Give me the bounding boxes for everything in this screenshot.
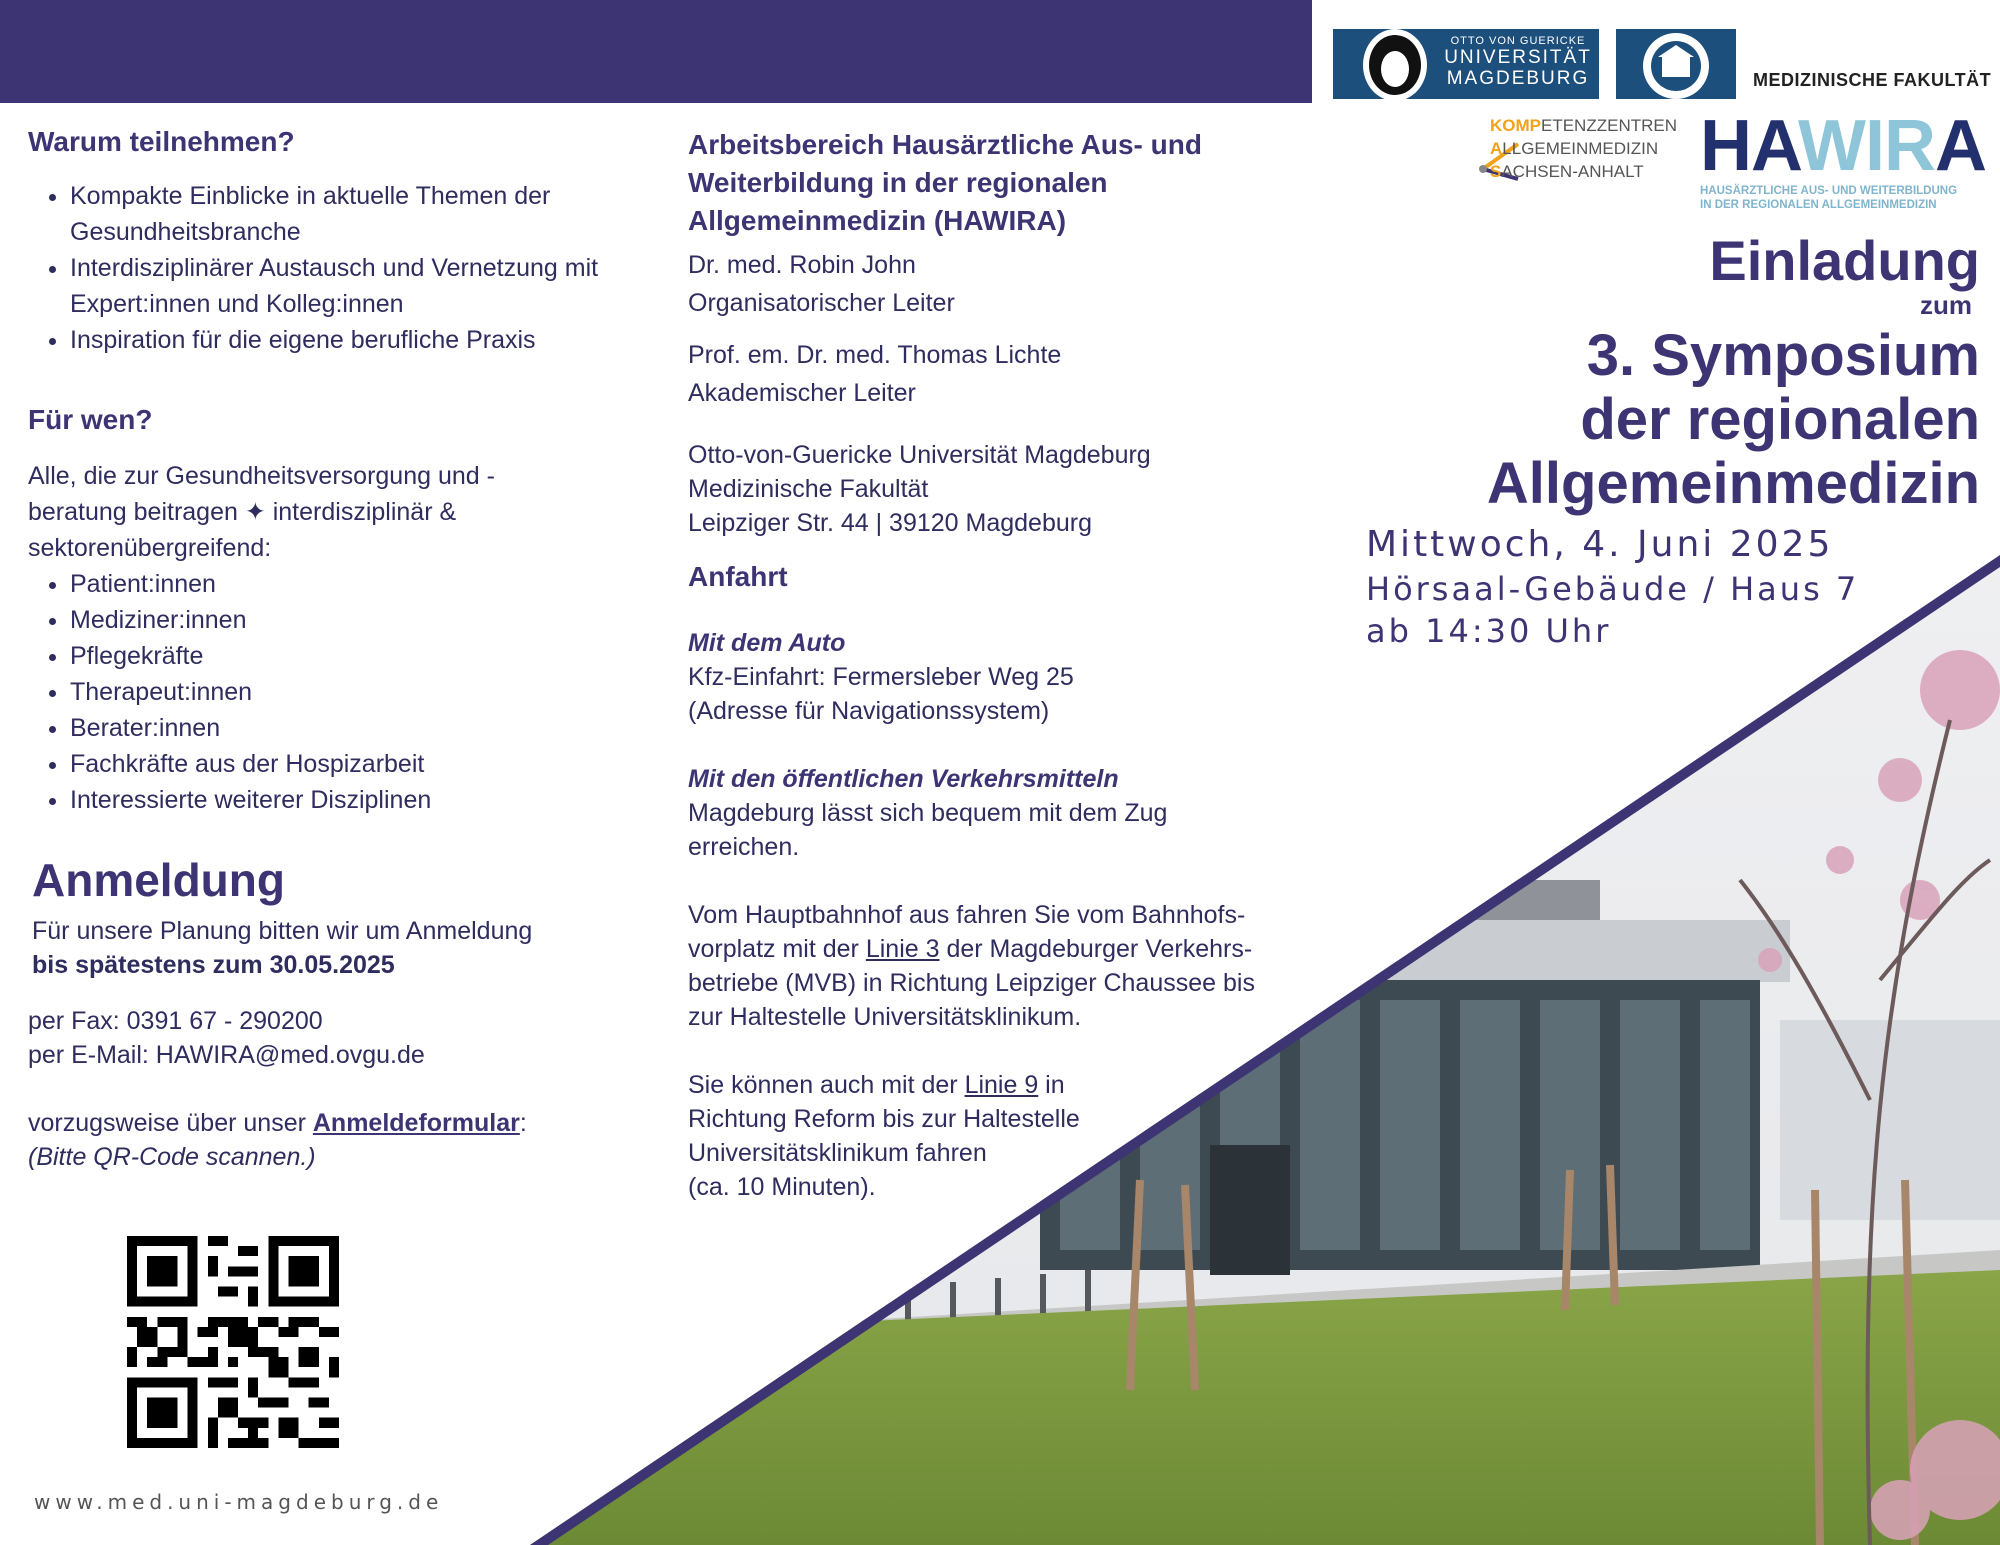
registration-heading: Anmeldung	[32, 854, 285, 906]
left-column	[28, 126, 648, 1174]
transit-line: Richtung Reform bis zur Haltestelle	[688, 1105, 1080, 1133]
transit-line: vorplatz mit der Linie 3 der Magdeburger Verkehrs-	[688, 935, 1253, 963]
komp-line1: KOMPETENZZENTREN	[1490, 116, 1677, 135]
person1-name: Dr. med. Robin John	[688, 251, 916, 279]
zum: zum	[1920, 290, 1972, 320]
transit-line: Universitätsklinikum fahren	[688, 1139, 987, 1167]
komp-line2: ALLGEMEINMEDIZIN	[1490, 139, 1659, 158]
who-item: • Interessierte weiterer Disziplinen	[70, 782, 648, 818]
form-line: vorzugsweise über unser Anmeldeformular:	[28, 1109, 527, 1137]
registration-deadline: bis spätestens zum 30.05.2025	[32, 951, 395, 979]
hawira-sub2: IN DER REGIONALEN ALLGEMEINMEDIZIN	[1700, 199, 1937, 211]
fax: per Fax: 0391 67 - 290200	[28, 1007, 323, 1035]
hawira-wordmark: HAWIRA	[1700, 106, 1986, 186]
address-line1: Otto-von-Guericke Universität Magdeburg	[688, 441, 1151, 469]
seal-icon	[1616, 29, 1736, 99]
address-line3: Leipziger Str. 44 | 39120 Magdeburg	[688, 509, 1092, 537]
transit-line: Vom Hauptbahnhof aus fahren Sie vom Bahnhofs-	[688, 901, 1246, 929]
komp-line3: SACHSEN-ANHALT	[1490, 162, 1644, 181]
uni-line1: OTTO VON GUERICKE	[1450, 35, 1586, 47]
org-heading-2: Weiterbildung in der regionalen	[688, 167, 1108, 198]
who-heading: Für wen?	[28, 404, 153, 435]
person2-role: Akademischer Leiter	[688, 379, 916, 407]
transit-heading: Mit den öffentlichen Verkehrsmitteln	[688, 765, 1119, 793]
car-heading: Mit dem Auto	[688, 629, 846, 657]
guericke-portrait-icon	[1349, 25, 1445, 115]
einladung: Einladung	[1709, 229, 1980, 292]
university-logo	[1333, 29, 1599, 99]
cover-title	[1487, 230, 1980, 516]
event-location: Hörsaal-Gebäude / Haus 7	[1366, 570, 1860, 608]
event-time: ab 14:30 Uhr	[1366, 612, 1612, 650]
person2-name: Prof. em. Dr. med. Thomas Lichte	[688, 341, 1062, 369]
transit-line: Sie können auch mit der Linie 9 in	[688, 1071, 1065, 1099]
kompetenzzentren-logo	[1478, 114, 1688, 184]
symposium-line1: 3. Symposium	[1586, 323, 1980, 388]
qr-hint: (Bitte QR-Code scannen.)	[28, 1143, 316, 1171]
registration-form-link[interactable]: Anmeldeformular	[312, 1109, 520, 1137]
registration-text: Für unsere Planung bitten wir um Anmeldung	[32, 917, 533, 945]
website[interactable]: www.med.uni-magdeburg.de	[34, 1490, 444, 1514]
car-line1: Kfz-Einfahrt: Fermersleber Weg 25	[688, 663, 1074, 691]
car-line2: (Adresse für Navigationssystem)	[688, 697, 1050, 725]
event-date: Mittwoch, 4. Juni 2025	[1366, 524, 1834, 565]
who-list	[28, 566, 648, 818]
who-item: • Berater:innen	[70, 710, 648, 746]
transit-line: zur Haltestelle Universitätsklinikum.	[688, 1003, 1082, 1031]
who-item: • Therapeut:innen	[70, 674, 648, 710]
linie-3-link[interactable]: Linie 3	[865, 935, 940, 963]
why-heading: Warum teilnehmen?	[28, 126, 295, 157]
email[interactable]: per E-Mail: HAWIRA@med.ovgu.de	[28, 1041, 425, 1069]
who-intro: Alle, die zur Gesundheitsversorgung und -beratung beitragen ✦ interdisziplinär & sektorenübergreifend:	[28, 462, 495, 562]
faculty-seal	[1616, 29, 1736, 99]
why-item: • Inspiration für die eigene berufliche Praxis	[70, 322, 648, 358]
person1-role: Organisatorischer Leiter	[688, 289, 955, 317]
who-item: • Patient:innen	[70, 566, 648, 602]
event-details	[1366, 522, 1859, 652]
middle-column	[688, 126, 1308, 1204]
why-item: • Kompakte Einblicke in aktuelle Themen der Gesundheitsbranche	[70, 178, 648, 250]
why-item: • Interdisziplinärer Austausch und Vernetzung mit Expert:innen und Kolleg:innen	[70, 250, 648, 322]
faculty-label: MEDIZINISCHE FAKULTÄT	[1753, 70, 1992, 90]
uni-line3: MAGDEBURG	[1446, 68, 1590, 89]
address-line2: Medizinische Fakultät	[688, 475, 929, 503]
symposium-line3: Allgemeinmedizin	[1486, 451, 1980, 516]
org-heading-1: Arbeitsbereich Hausärztliche Aus- und	[688, 129, 1202, 160]
org-heading-3: Allgemeinmedizin (HAWIRA)	[688, 205, 1067, 236]
linie-9-link[interactable]: Linie 9	[964, 1071, 1039, 1099]
transit-line: (ca. 10 Minuten).	[688, 1173, 876, 1201]
route-heading: Anfahrt	[688, 561, 788, 592]
transit-line: betriebe (MVB) in Richtung Leipziger Chaussee bis	[688, 969, 1255, 997]
who-item: • Fachkräfte aus der Hospizarbeit	[70, 746, 648, 782]
transit-line: erreichen.	[688, 833, 800, 861]
symposium-line2: der regionalen	[1580, 387, 1980, 452]
who-item: • Mediziner:innen	[70, 602, 648, 638]
transit-line: Magdeburg lässt sich bequem mit dem Zug	[688, 799, 1168, 827]
who-item: • Pflegekräfte	[70, 638, 648, 674]
uni-line2: UNIVERSITÄT	[1444, 47, 1592, 68]
qr-code[interactable]	[127, 1236, 339, 1448]
hawira-logo	[1700, 108, 1985, 212]
hawira-sub1: HAUSÄRZTLICHE AUS- UND WEITERBILDUNG	[1700, 185, 1958, 197]
why-list	[28, 178, 648, 358]
